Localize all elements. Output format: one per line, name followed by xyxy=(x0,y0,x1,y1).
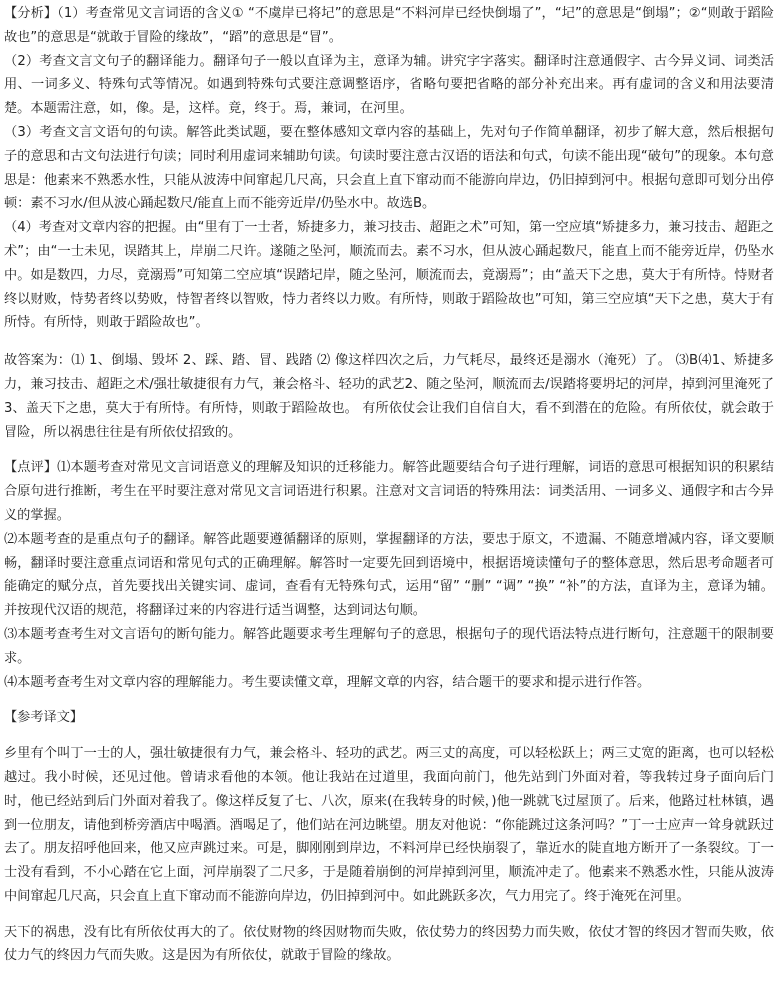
translation-paragraph-2: 天下的祸患，没有比有所依仗再大的了。依仗财物的终因财物而失败，依仗势力的终因势力而失败，依仗才智的终因才智而失败，依仗力气的终因力气而失败。这是因为有所依仗，就敢于冒险的缘故。 xyxy=(4,924,774,964)
analysis-part-2: （2）考查文言文句子的翻译能力。翻译句子一般以直译为主，意译为辅。讲究字字落实。翻译时注意通假字、古今异义词、词类活用、一词多义、特殊句式等情况。如遇到特殊句式要注意调整语序，省略句要把省略的部分补充出来。再有虚词的含义和用法要清楚。本题需注意，如，像。是，这样。竟，终于。焉，兼词，在河里。 xyxy=(4,53,774,117)
comment-part-4: ⑷本题考查考生对文章内容的理解能力。考生要读懂文章，理解文章的内容，结合题干的要求和提示进行作答。 xyxy=(4,674,651,690)
analysis-section xyxy=(4,2,774,335)
comment-section xyxy=(4,456,774,694)
translation-heading: 【参考译文】 xyxy=(4,710,84,726)
analysis-part-4: （4）考查对文章内容的把握。由“里有丁一士者，矫捷多力，兼习技击、超距之术”可知，第一空应填“矫捷多力，兼习技击、超距之术”；由“一士未见，误踏其上，岸崩二尺许。遂随之坠河，顺流而去。素不习水，但从波心踊起数尺，能直上而不能旁近岸，仍坠水中。如是数四，力尽，竟溺焉”可知第二空应填“误踏圮岸，随之坠河，顺流而去，竟溺焉”；由“盖天下之患，莫大于有所恃。恃财者终以财败，恃势者终以势败，恃智者终以智败，恃力者终以力败。有所恃，则敢于蹈险故也”可知，第三空应填“天下之患，莫大于有所恃。有所恃，则敢于蹈险故也”。 xyxy=(4,220,774,331)
translation-paragraph-1: 乡里有个叫丁一士的人，强壮敏捷很有力气，兼会格斗、轻功的武艺。两三丈的高度，可以轻松跃上；两三丈宽的距离，也可以轻松越过。我小时候，还见过他。曾请求看他的本领。他让我站在过道里，我面向前门，他先站到门外面对着，等我转过身子面向后门时，他已经站到后门外面对着我了。像这样反复了七、八次，原来(在我转身的时候，)他一跳就飞过屋顶了。后来，他路过杜林镇，遇到一位朋友，请他到桥旁酒店中喝酒。酒喝足了，他们站在河边眺望。朋友对他说：“你能跳过这条河吗？”丁一士应声一耸身就跃过去了。朋友招呼他回来，他又应声跳过来。可是，脚刚刚到岸边，不料河岸已经快崩裂了，靠近水的陡直地方断开了一条裂纹。丁一士没有看到，不小心踏在它上面，河岸崩裂了二尺多，于是随着崩倒的河岸掉到河里，顺流冲走了。他素来不熟悉水性，只能从波涛中间窜起几尺高，只会直上直下窜动而不能游向岸边，仍旧掉到河中。如此跳跃多次，气力用完了。终于淹死在河里。 xyxy=(4,746,774,904)
translation-section xyxy=(4,706,774,968)
comment-part-2: ⑵本题考查的是重点句子的翻译。解答此题要遵循翻译的原则，掌握翻译的方法，要忠于原文，不遗漏、不随意增减内容，译文要顺畅，翻译时要注意重点词语和常见句式的正确理解。解答时一定要先回到语境中，根据语境读懂句子的整体意思，然后思考命题者可能确定的赋分点，首先要找出关键实词、虚词，查看有无特殊句式，运用“留” “删” “调” “换” “补”的方法，直译为主，意译为辅。并按现代汉语的规范，将翻译过来的内容进行适当调整，达到词达句顺。 xyxy=(4,531,774,619)
comment-part-3: ⑶本题考查考生对文言语句的断句能力。解答此题要求考生理解句子的意思，根据句子的现代语法特点进行断句，注意题干的限制要求。 xyxy=(4,626,774,666)
answer-section xyxy=(4,349,774,444)
comment-part-1: 【点评】⑴本题考查对常见文言词语意义的理解及知识的迁移能力。解答此题要结合句子进行理解，词语的意思可根据知识的积累结合原句进行推断，考生在平时要注意对常见文言词语进行积累。注意对文言词语的特殊用法：词类活用、一词多义、通假字和古今异义的掌握。 xyxy=(4,460,774,523)
answer-text: 故答案为：⑴ 1、倒塌、毁坏 2、踩、踏、冒、践踏 ⑵ 像这样四次之后，力气耗尽，最终还是溺水（淹死）了。 ⑶B⑷1、矫捷多力，兼习技击、超距之术/强壮敏捷很有力气，兼会格斗、轻功的武艺2、随之坠河，顺流而去/误踏将要坍圮的河岸，掉到河里淹死了3、盖天下之患，莫大于有所恃。有所恃，则敢于蹈险故也。 有所依仗会让我们自信自大，看不到潜在的危险。有所依仗，就会敢于冒险，所以祸患往往是有所依仗招致的。 xyxy=(4,353,774,440)
analysis-part-3: （3）考查文言文语句的句读。解答此类试题，要在整体感知文章内容的基础上，先对句子作简单翻译，初步了解大意，然后根据句子的意思和古文句法进行句读；同时利用虚词来辅助句读。句读时要注意古汉语的语法和句式，句读不能出现“破句”的现象。本句意思是：他素来不熟悉水性，只能从波涛中间窜起几尺高，只会直上直下窜动而不能游向岸边，仍旧掉到河中。根据句意即可划分出停顿：素不习水/但从波心踊起数尺/能直上而不能旁近岸/仍坠水中。故选B。 xyxy=(4,124,774,212)
analysis-part-1: 【分析】（1）考查常见文言词语的含义① “不虞岸已将圮”的意思是“不料河岸已经快倒塌了”，“圮”的意思是“倒塌”；②“则敢于蹈险故也”的意思是“就敢于冒险的缘故”，“蹈”的意思是“冒”。 xyxy=(4,6,774,45)
